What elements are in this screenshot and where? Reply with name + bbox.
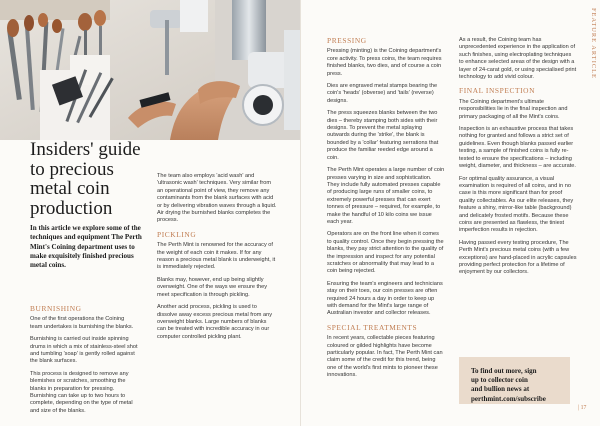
- paragraph: As a result, the Coining team has unprecedented experience in the application of such finishes, using electroplating techniques to enhance selected areas of the design with a layer of 24-carat gold, or using specialised print technology to add vivid colour.: [459, 37, 577, 81]
- paragraph: Dies are engraved metal stamps bearing the coin's 'heads' (obverse) and 'tails' (reverse) designs.: [327, 83, 438, 104]
- column-2: [157, 173, 277, 346]
- paragraph: The Perth Mint is renowned for the accuracy of the weight of each coin it makes. If for any reason a precious metal blank is underweight, it is immediately rejected.: [157, 242, 276, 271]
- paragraph: The Coining department's ultimate responsibilities lie in the final inspection and primary packaging of all the Mint's coins.: [459, 98, 568, 120]
- paragraph: Pressing (minting) is the Coining department's core activity. To press coins, the team requires finished blanks, two dies, and of course a coin press.: [327, 48, 442, 77]
- paragraph: In recent years, collectable pieces featuring coloured or gilded highlights have become particularly popular. In fact, The Perth Mint can claim some of the credit for this trend, being one of the world's first mints to pioneer these innovations.: [327, 335, 443, 379]
- article-standfirst: In this article we explore some of the techniques and equipment The Perth Mint's Coining department uses to make exquisitely finished precious metal coins.: [30, 224, 142, 270]
- paragraph: Ensuring the team's engineers and technicians stay on their toes, our coin presses are often required 24 hours a day in order to keep up with demand for the Mint's large range of Australian investor and collector releases.: [327, 280, 443, 317]
- paragraph: The Perth Mint operates a large number of coin presses varying in size and sophistication. They include fully automated presses capable of producing large runs of smaller coins, to extremely powerful presses that can exert tonnes of pressure – required, for example, to make the handful of 10 kilo coins we issue each year.: [327, 167, 445, 225]
- paragraph: Inspection is an exhaustive process that takes nothing for granted and follows a strict set of guidelines. Even though blanks passed earlier testing, a sample of finished coins is fully re-tested to ensure the specifications – including weight, diameter, and thickness – are accurate.: [459, 126, 576, 170]
- paragraph: This process is designed to remove any blemishes or scratches, smoothing the blanks in preparation for pressing. Burnishing can take up to two hours to complete, depending on the type of metal and size of the blanks.: [30, 370, 133, 414]
- craftsperson-microscope-illustration: [0, 0, 300, 140]
- article-headline: Insiders' guide to precious metal coin production: [30, 139, 141, 219]
- subscribe-callout-line: up to collector coin: [471, 376, 528, 385]
- column-1: [30, 305, 138, 420]
- subscribe-callout: [459, 357, 570, 404]
- paragraph: Another acid process, pickling is used to dissolve away excess precious metal from any overweight blanks. Large numbers of blanks can be treated with incredible accuracy in our computer controlled pickling plant.: [157, 304, 273, 340]
- paragraph: Operators are on the front line when it comes to quality control. Once they begin pressing the blanks, they pay strict attention to the quality of the impression and inspect for any potential scratches or abnormality that may lead to a coin being rejected.: [327, 231, 444, 275]
- subscribe-link[interactable]: perthmint.com/subscribe: [471, 394, 546, 403]
- section-heading-burnishing: BURNISHING: [30, 304, 82, 313]
- page-number: | 17: [578, 405, 587, 411]
- section-heading-special-treatments: SPECIAL TREATMENTS: [327, 322, 418, 332]
- subscribe-callout-line: To find out more, sign: [471, 367, 537, 375]
- paragraph: For optimal quality assurance, a visual examination is required of all coins, and in no case is this more significant than for proof quality collectables. As our elite releases, they feature a shiny, mirror-like table (background) and delicately frosted motifs. Because these coins are presented as flawless, the tiniest imperfection results in rejection.: [459, 175, 574, 234]
- paragraph: Burnishing is carried out inside spinning drums in which a mix of stainless-steel shot and tumbling 'soap' is gently rolled against the blank surfaces.: [30, 336, 138, 365]
- paragraph: Having passed every testing procedure, The Perth Mint's precious metal coins (with a few exceptions) are hand-placed in acrylic capsules providing perfect protection for a lifetime of enjoyment by our collectors.: [459, 239, 577, 276]
- subscribe-callout-line: and bullion news at: [471, 385, 530, 394]
- section-heading-final-inspection: FINAL INSPECTION: [459, 86, 536, 96]
- paragraph: The team also employs 'acid wash' and 'ultrasonic wash' techniques. Very similar from an operational point of view, they remove any contaminants from the blank surfaces with acid or by delivering vibration waves through a liquid. Air drying the burnished blanks completes the process.: [157, 173, 277, 224]
- paragraph: One of the first operations the Coining team undertakes is burnishing the blanks.: [30, 316, 134, 330]
- column-3: [327, 37, 445, 385]
- hero-photo: [0, 0, 300, 140]
- section-tab: FEATURE ARTICLE: [590, 8, 597, 79]
- section-heading-pickling: PICKLING: [157, 229, 197, 239]
- paragraph: The press squeezes blanks between the two dies – thereby stamping both sides with their designs. To prevent the metal splaying outwards during the 'strike', the blank is bounded by a 'collar' featuring serrations that produce the familiar reeded edge around a coin.: [327, 110, 439, 161]
- column-4: [459, 37, 577, 282]
- section-heading-pressing: PRESSING: [327, 36, 367, 45]
- paragraph: Blanks may, however, end up being slightly overweight. One of the ways we ensure they meet specification is through pickling.: [157, 276, 268, 298]
